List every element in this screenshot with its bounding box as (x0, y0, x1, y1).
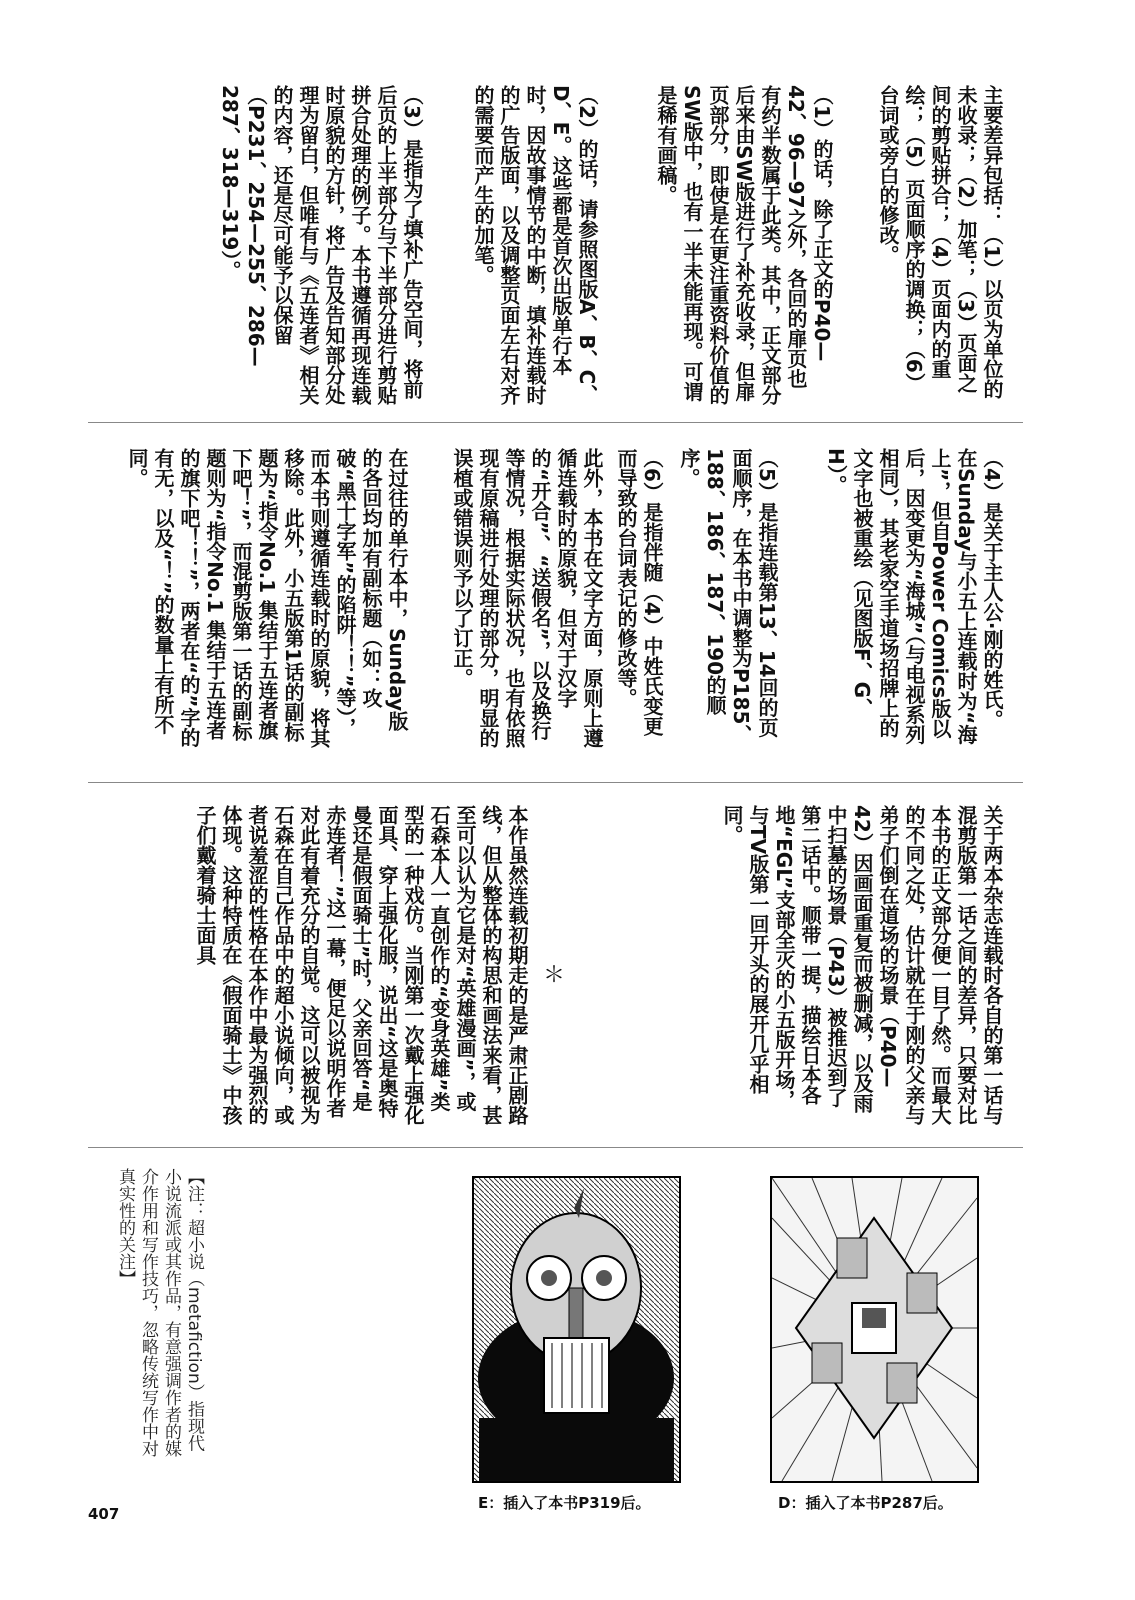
speed-lines-image (772, 1178, 977, 1481)
paragraph-item-2: （2）的话，请参照图版A、B、C、D、E。这些都是首次出版单行本时，因故事情节的中断，填补连载时的广告版面，以及调整页面左右对齐的需要而产生的加笔。 (471, 85, 599, 405)
paragraph-parody: 本作虽然连载初期走的是严肃正剧路线，但从整体的构思和画法来看，甚至可以认为它是对“英雄漫画”，或石森本人一直创作的“变身英雄”类型的一种戏仿。当刚第一次戴上强化面具、穿上强化服，说出“这是奥特曼还是假面骑士”时，父亲回答“是赤连者！”这一幕，便足以说明作者对此有着充分的自觉。这可以被视为石森在自己作品中的超小说倾向，或者说羞涩的性格在本作中最为强烈的体现。这种特质在《假面骑士》中孩子们戴着骑士面具 (193, 805, 529, 1125)
page-number: 407 (88, 1505, 120, 1523)
robot-face-image (474, 1178, 679, 1481)
paragraph-item-5: （5）是指连载第13、14回的页面顺序，在本书中调整为P185、188、186、187、190的顺序。 (677, 448, 779, 745)
divider-3 (88, 1147, 1023, 1148)
caption-d: D：插入了本书P287后。 (778, 1494, 953, 1512)
divider-1 (88, 422, 1023, 423)
paragraph-item-3: （3）是指为了填补广告空间，将前后页的上半部分与下半部分进行剪贴拼合处理的例子。本书遵循再现连载时原貌的方针，将广告及告知部分处理为留白，但唯有与《五连者》相关的内容，还是尽可能予以保留（P231、254—255、286—287、318—319）。 (218, 85, 424, 405)
illustration-d (770, 1176, 979, 1483)
paragraph-note-text: 此外，本书在文字方面，原则上遵循连载时的原貌，但对于汉字的“开合”、“送假名”，以及换行等情况，根据实际状况，也有依照现有原稿进行处理的部分，明显的误植或错误则予以了订正。 (450, 448, 604, 748)
caption-e: E：插入了本书P319后。 (478, 1494, 651, 1512)
paragraph-item-4: （4）是关于主人公·刚的姓氏。在Sunday与小五上连载时为“海上”，但自Power Comics版以后，因变更为“海城”（与电视系列相同），其老家空手道场招牌上的文字也被重绘（见图版F、G、H）。 (824, 448, 1004, 745)
separator-asterisk: ＊ (543, 963, 566, 988)
divider-2 (88, 782, 1023, 783)
paragraph-item-6: （6）是指伴随（4）中姓氏变更而导致的台词表记的修改等。 (614, 448, 664, 736)
annotation-metafiction: 【注：超小说（metafiction）指现代小说流派或其作品，有意强调作者的媒介作用和写作技巧，忽略传统写作中对真实性的关注】 (115, 1168, 204, 1457)
illustration-e (472, 1176, 681, 1483)
paragraph-subtitles: 在过往的单行本中，Sunday版的各回均加有副标题（如：攻破“黑十字军”的陷阱！！”等），而本书则遵循连载时的原貌，将其移除。此外，小五版第1话的副标题为“指令No.1 集结于五连者旗下吧！”，而混剪版第一话的副标题则为“指令No.1 集结于五连者的旗下吧！！”，两者在“的”字的有无，以及“！”的数量上有所不同。 (125, 448, 409, 748)
paragraph-item-1: （1）的话，除了正文的P40—42、96—97之外，各回的扉页也有约半数属于此类。其中，正文部分后来由SW版进行了补充收录，但扉页部分，即使是在更注重资料价值的SW版中，也有一半未能再现。可谓是稀有画稿。 (654, 85, 834, 405)
paragraph-intro: 主要差异包括：（1）以页为单位的未收录；（2）加笔；（3）页面之间的剪贴拼合；（4）页面内的重绘；（5）页面顺序的调换；（6）台词或旁白的修改。 (876, 85, 1004, 399)
paragraph-differences: 关于两本杂志连载时各自的第一话与混剪版第一话之间的差异，只要对比本书的正文部分便一目了然。而最大的不同之处，估计就在于刚的父亲与弟子们倒在道场的场景（P40—42）因画面重复而被删减，以及雨中扫墓的场景（P43）被推迟到了第二话中。顺带一提，描绘日本各地“EGL”支部全灭的小五版开场，与TV版第一回开头的展开几乎相同。 (720, 805, 1004, 1125)
